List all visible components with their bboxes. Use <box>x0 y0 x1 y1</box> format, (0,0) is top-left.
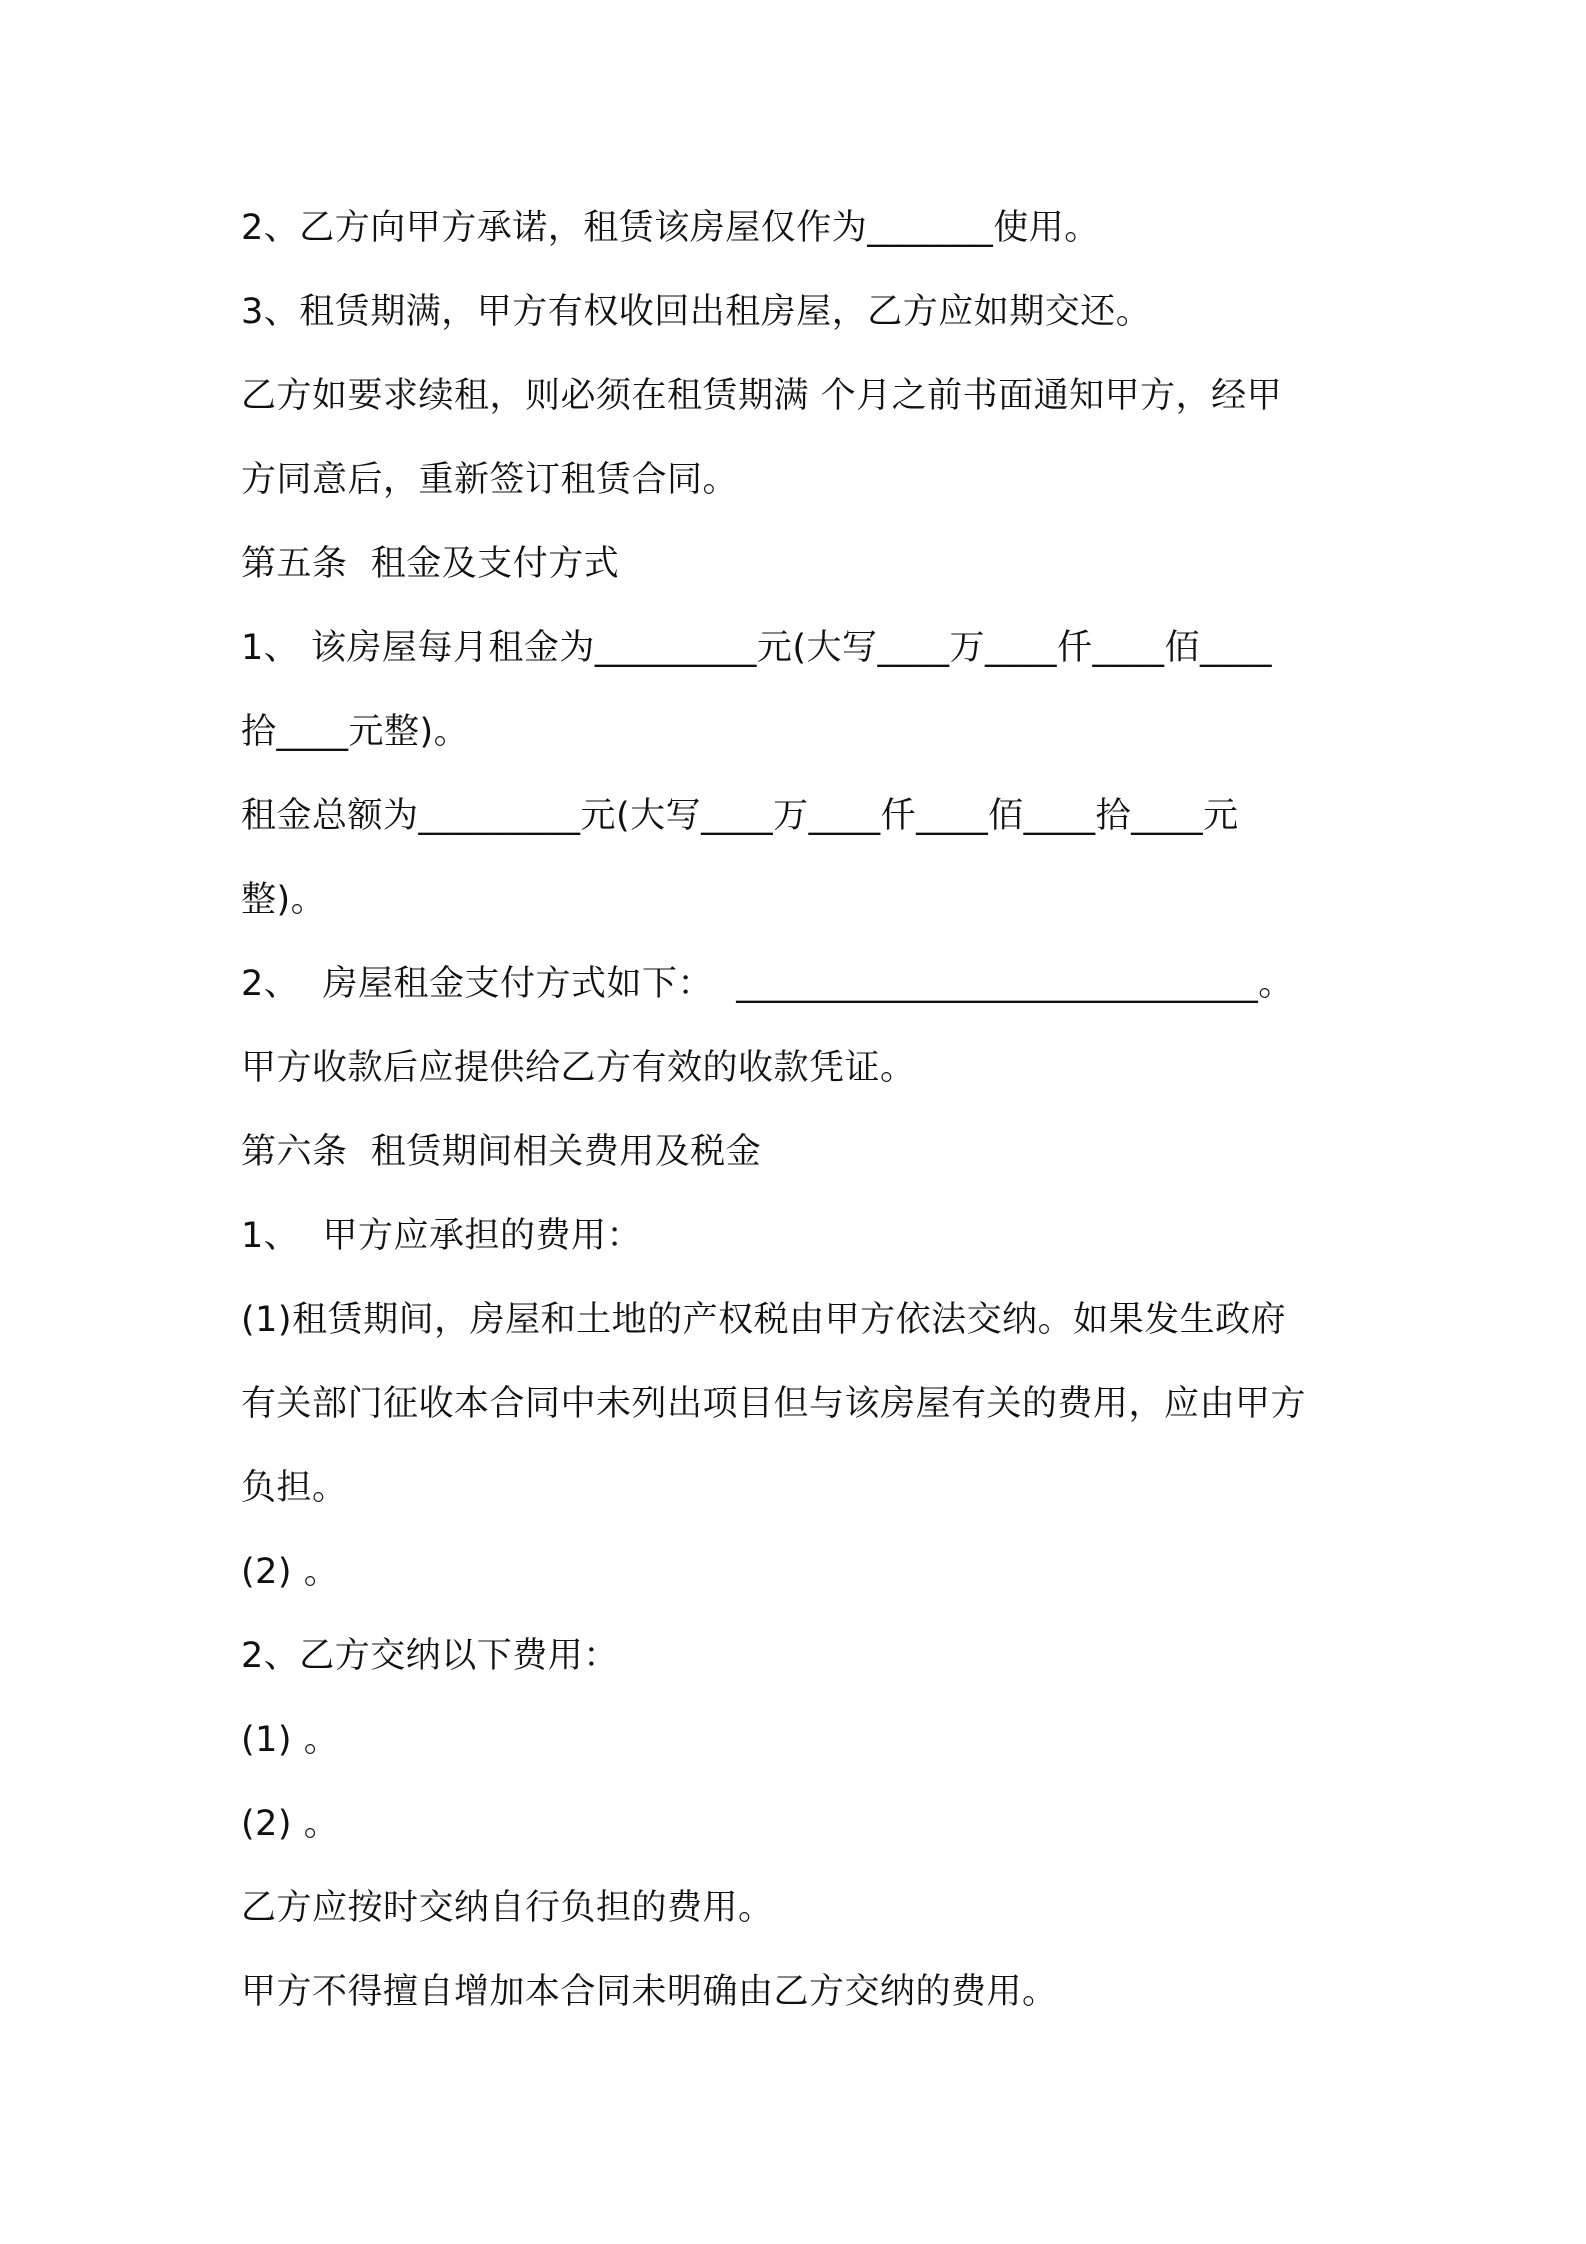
monthly-rent-line-2: 拾____元整)。 <box>241 712 470 752</box>
article-5-heading: 第五条 租金及支付方式 <box>241 544 620 584</box>
party-b-cost-2: (2) 。 <box>241 1804 340 1844</box>
clause-4-item-2: 2、乙方向甲方承诺，租赁该房屋仅作为_______使用。 <box>241 208 1100 248</box>
party-a-cost-1-line-3: 负担。 <box>241 1468 348 1508</box>
party-a-cost-2: (2) 。 <box>241 1552 340 1592</box>
monthly-rent-line-1: 1、 该房屋每月租金为_________元(大写____万____仟____佰____ <box>241 628 1273 668</box>
renewal-text-line-1: 乙方如要求续租，则必须在租赁期满 个月之前书面通知甲方，经甲 <box>241 376 1283 416</box>
party-a-cost-1-line-1: (1)租赁期间，房屋和土地的产权税由甲方依法交纳。如果发生政府 <box>241 1300 1287 1340</box>
total-rent-line-1: 租金总额为_________元(大写____万____仟____佰____拾____元 <box>241 796 1239 836</box>
clause-4-item-3: 3、租赁期满，甲方有权收回出租房屋，乙方应如期交还。 <box>241 292 1152 332</box>
renewal-text-line-2: 方同意后，重新签订租赁合同。 <box>241 460 739 500</box>
party-a-cost-1-line-2: 有关部门征收本合同中未列出项目但与该房屋有关的费用，应由甲方 <box>241 1384 1307 1424</box>
party-b-costs-heading: 2、乙方交纳以下费用： <box>241 1636 619 1676</box>
timely-payment-text: 乙方应按时交纳自行负担的费用。 <box>241 1888 774 1928</box>
payment-method-line: 2、 房屋租金支付方式如下： _____________________________。 <box>241 964 1294 1004</box>
no-extra-fees-text: 甲方不得擅自增加本合同未明确由乙方交纳的费用。 <box>241 1972 1058 2012</box>
article-6-heading: 第六条 租赁期间相关费用及税金 <box>241 1132 762 1172</box>
party-a-costs-heading: 1、 甲方应承担的费用： <box>241 1216 643 1256</box>
receipt-text: 甲方收款后应提供给乙方有效的收款凭证。 <box>241 1048 916 1088</box>
party-b-cost-1: (1) 。 <box>241 1720 340 1760</box>
total-rent-line-2: 整)。 <box>241 880 327 920</box>
